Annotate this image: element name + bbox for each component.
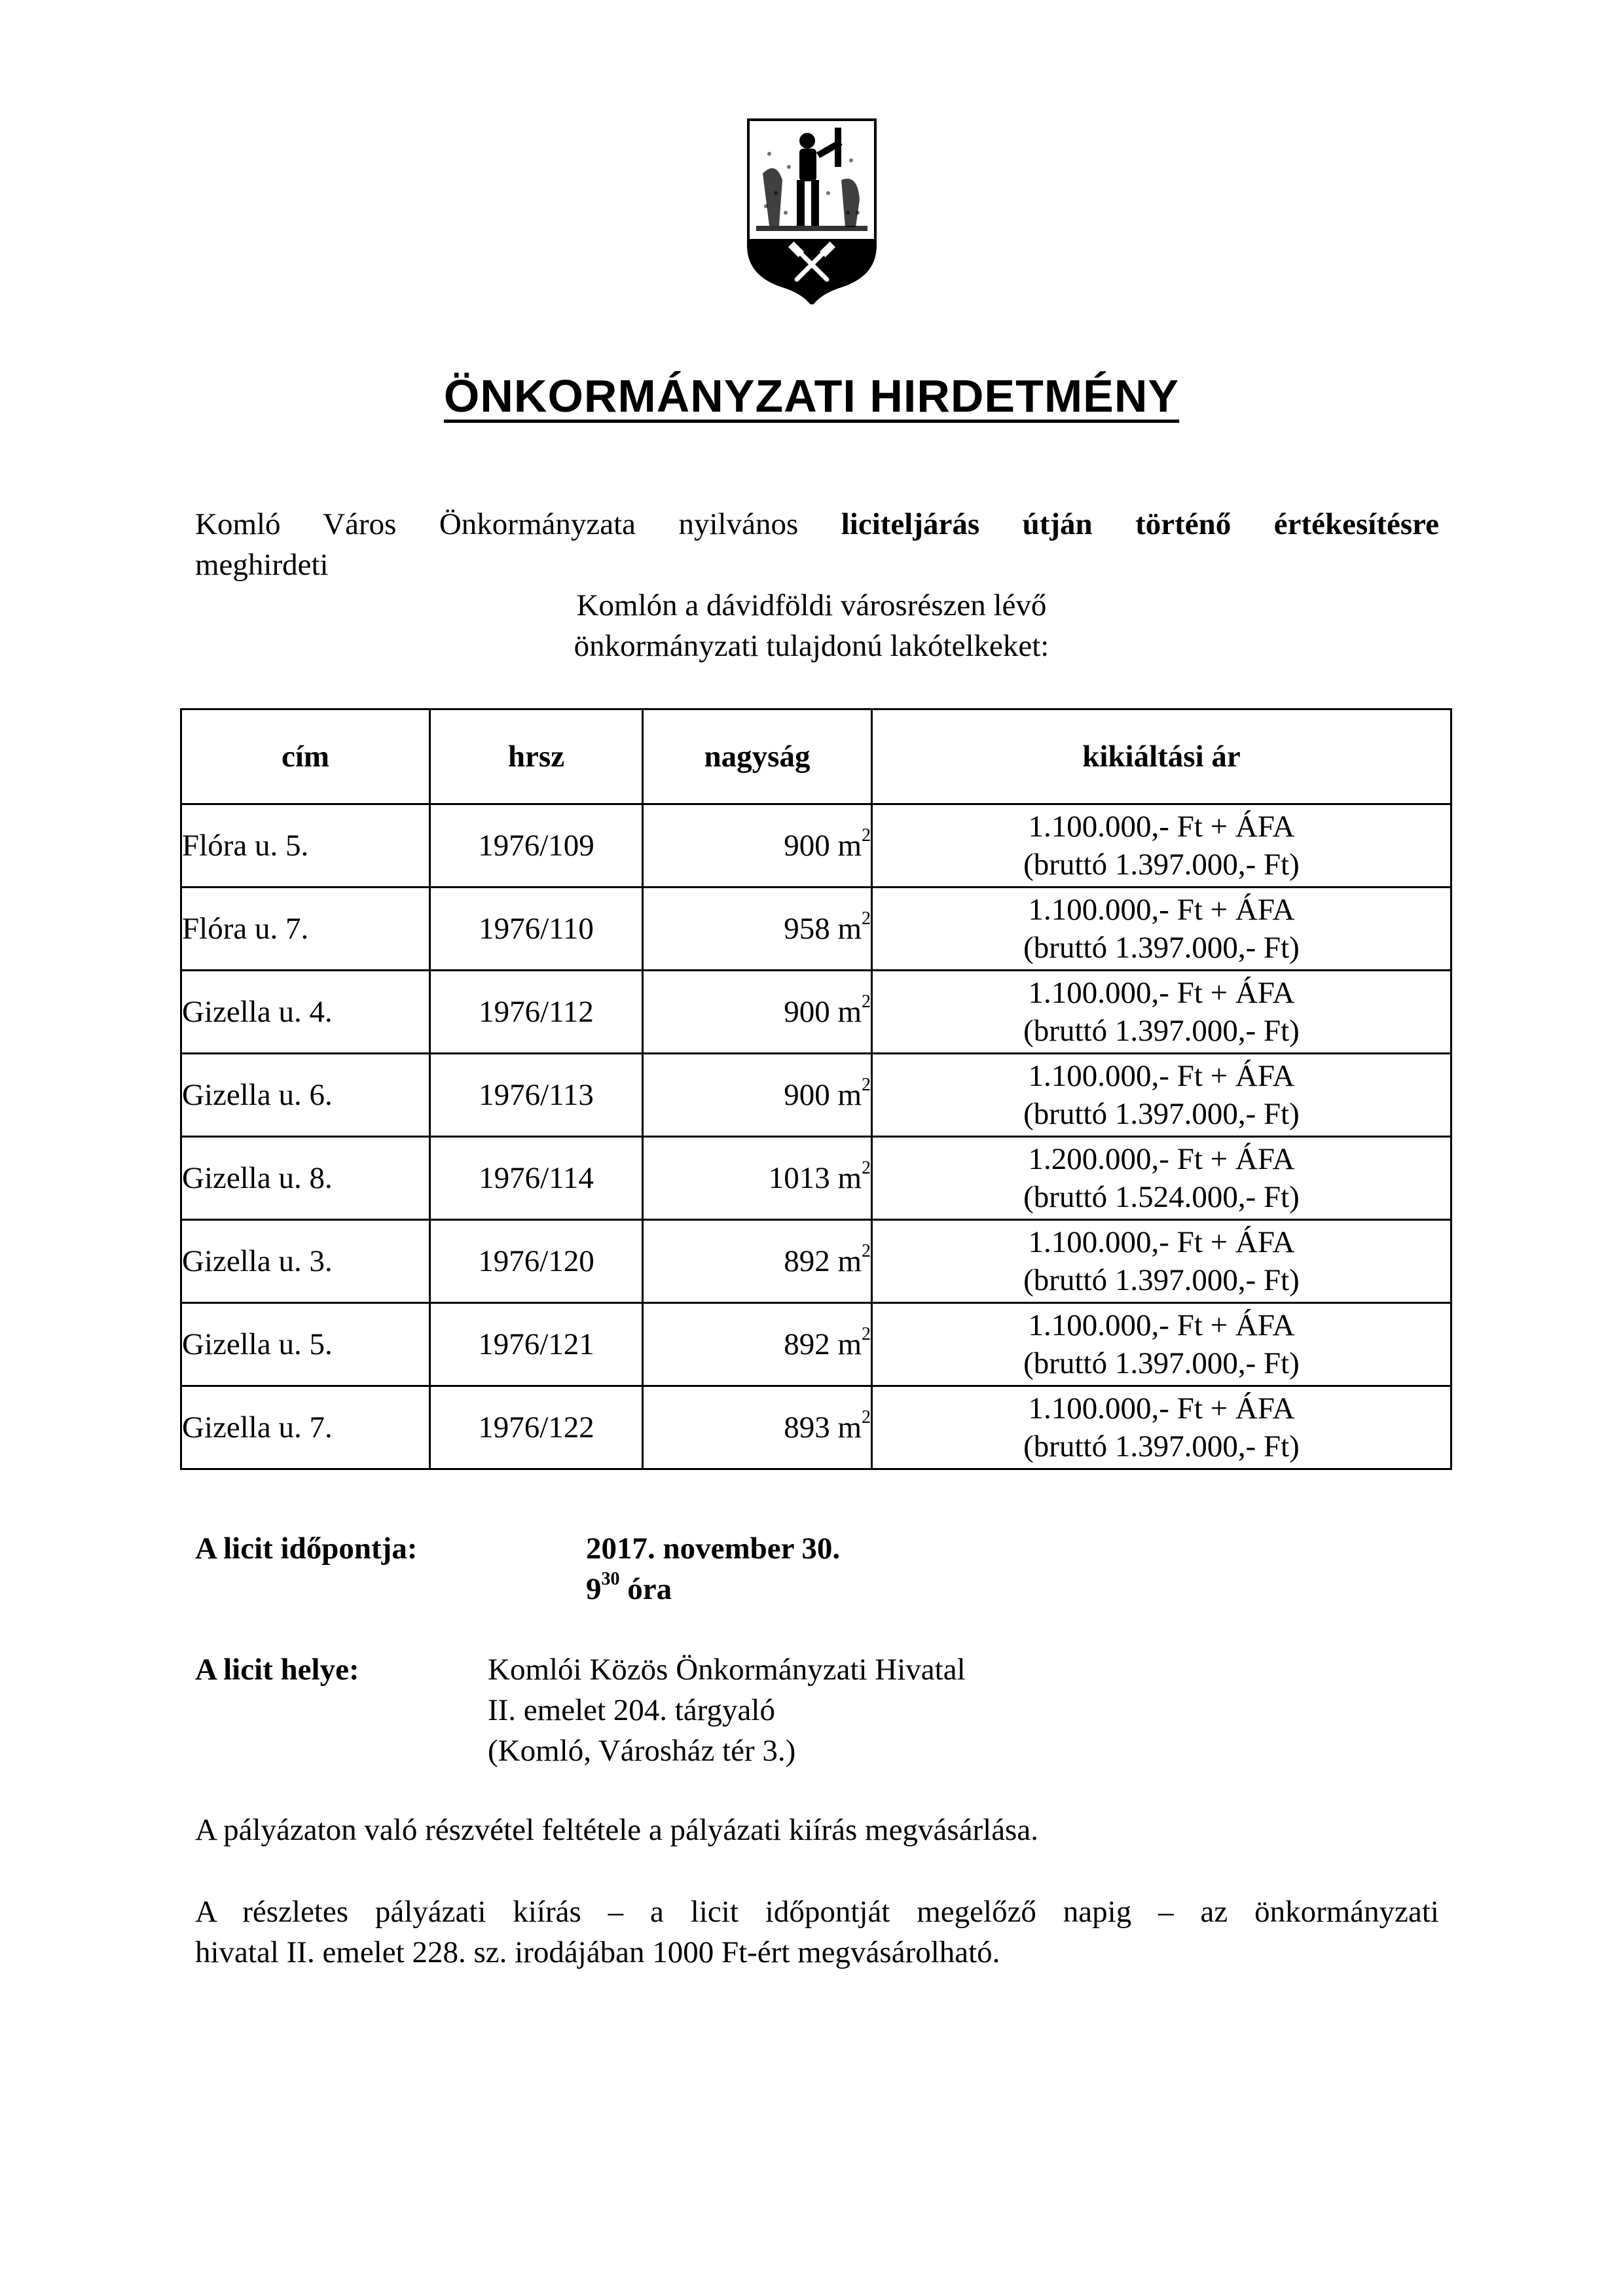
table-row bbox=[181, 971, 1451, 1054]
cell-cim: Gizella u. 4. bbox=[181, 971, 430, 1054]
price-net: 1.100.000,- Ft + ÁFA bbox=[1028, 810, 1295, 844]
cell-hrsz: 1976/114 bbox=[430, 1137, 643, 1220]
auction-time-label: A licit időpontja: bbox=[195, 1532, 418, 1566]
price-net: 1.100.000,- Ft + ÁFA bbox=[1028, 1225, 1295, 1259]
table-row bbox=[181, 804, 1451, 888]
price-net: 1.100.000,- Ft + ÁFA bbox=[1028, 1308, 1295, 1342]
price-net: 1.100.000,- Ft + ÁFA bbox=[1028, 976, 1295, 1010]
table-row bbox=[181, 1220, 1451, 1303]
cell-kikialtasi-ar bbox=[872, 804, 1451, 888]
cell-kikialtasi-ar bbox=[872, 1220, 1451, 1303]
plots-table-body bbox=[181, 804, 1451, 1469]
table-row bbox=[181, 888, 1451, 971]
plots-table bbox=[180, 708, 1452, 1470]
header-hrsz: hrsz bbox=[430, 709, 643, 804]
table-row bbox=[181, 1137, 1451, 1220]
cell-cim: Gizella u. 5. bbox=[181, 1303, 430, 1386]
cell-nagysag: 900 $m^2$ bbox=[643, 804, 872, 888]
cell-cim: Gizella u. 6. bbox=[181, 1054, 430, 1137]
price-net: 1.100.000,- Ft + ÁFA bbox=[1028, 1391, 1295, 1426]
intro-center-line-1: Komlón a dávidföldi városrészen lévő bbox=[576, 588, 1047, 622]
cell-nagysag: 958 $m^2$ bbox=[643, 888, 872, 971]
auction-date: 2017. november 30. bbox=[586, 1532, 841, 1566]
price-gross: (bruttó 1.397.000,- Ft) bbox=[1023, 1346, 1300, 1380]
auction-hour: $9^{30}$ óra bbox=[586, 1569, 672, 1606]
price-gross: (bruttó 1.397.000,- Ft) bbox=[1023, 1097, 1300, 1131]
cell-nagysag: 900 $m^2$ bbox=[643, 971, 872, 1054]
auction-place-label: A licit helye: bbox=[195, 1653, 359, 1687]
participation-condition: A pályázaton való részvétel feltétele a pályázati kiírás megvásárlása. bbox=[195, 1813, 1038, 1847]
price-gross: (bruttó 1.397.000,- Ft) bbox=[1023, 1014, 1300, 1048]
cell-cim: Flóra u. 7. bbox=[181, 888, 430, 971]
cell-kikialtasi-ar bbox=[872, 971, 1451, 1054]
details-paragraph-line-1: A részletes pályázati kiírás – a licit időpontját megelőző napig – az önkormányzati bbox=[195, 1895, 1439, 1929]
cell-cim: Gizella u. 7. bbox=[181, 1386, 430, 1469]
price-gross: (bruttó 1.524.000,- Ft) bbox=[1023, 1180, 1300, 1214]
table-row bbox=[181, 1054, 1451, 1137]
cell-nagysag: 1013 $m^2$ bbox=[643, 1137, 872, 1220]
price-gross: (bruttó 1.397.000,- Ft) bbox=[1023, 848, 1300, 882]
cell-cim: Gizella u. 3. bbox=[181, 1220, 430, 1303]
price-gross: (bruttó 1.397.000,- Ft) bbox=[1023, 1429, 1300, 1463]
cell-hrsz: 1976/120 bbox=[430, 1220, 643, 1303]
price-net: 1.200.000,- Ft + ÁFA bbox=[1028, 1142, 1295, 1176]
cell-nagysag: 900 $m^2$ bbox=[643, 1054, 872, 1137]
cell-hrsz: 1976/110 bbox=[430, 888, 643, 971]
details-paragraph-line-2: hivatal II. emelet 228. sz. irodájában 1000 Ft-ért megvásárolható. bbox=[195, 1935, 1000, 1969]
cell-kikialtasi-ar bbox=[872, 1054, 1451, 1137]
cell-hrsz: 1976/122 bbox=[430, 1386, 643, 1469]
cell-kikialtasi-ar bbox=[872, 1137, 1451, 1220]
cell-hrsz: 1976/109 bbox=[430, 804, 643, 888]
header-cim: cím bbox=[181, 709, 430, 804]
table-row bbox=[181, 1303, 1451, 1386]
table-row bbox=[181, 1386, 1451, 1469]
price-net: 1.100.000,- Ft + ÁFA bbox=[1028, 893, 1295, 927]
cell-nagysag: 893 $m^2$ bbox=[643, 1386, 872, 1469]
header-nagysag: nagyság bbox=[643, 709, 872, 804]
auction-place-line-2: II. emelet 204. tárgyaló bbox=[488, 1693, 775, 1727]
cell-hrsz: 1976/112 bbox=[430, 971, 643, 1054]
cell-hrsz: 1976/121 bbox=[430, 1303, 643, 1386]
table-header-row bbox=[181, 709, 1451, 804]
page-title: ÖNKORMÁNYZATI HIRDETMÉNY bbox=[443, 370, 1180, 422]
intro-bold-text: liciteljárás útján történő értékesítésre bbox=[841, 507, 1440, 541]
cell-kikialtasi-ar bbox=[872, 1386, 1451, 1469]
cell-cim: Gizella u. 8. bbox=[181, 1137, 430, 1220]
cell-hrsz: 1976/113 bbox=[430, 1054, 643, 1137]
cell-cim: Flóra u. 5. bbox=[181, 804, 430, 888]
price-gross: (bruttó 1.397.000,- Ft) bbox=[1023, 1263, 1300, 1297]
cell-kikialtasi-ar bbox=[872, 1303, 1451, 1386]
price-net: 1.100.000,- Ft + ÁFA bbox=[1028, 1059, 1295, 1093]
cell-kikialtasi-ar bbox=[872, 888, 1451, 971]
intro-line2: meghirdeti bbox=[195, 548, 329, 582]
header-kikialtasi-ar: kikiáltási ár bbox=[872, 709, 1451, 804]
coat-of-arms-icon bbox=[743, 115, 881, 304]
cell-nagysag: 892 $m^2$ bbox=[643, 1303, 872, 1386]
auction-place-line-1: Komlói Közös Önkormányzati Hivatal bbox=[488, 1653, 966, 1687]
price-gross: (bruttó 1.397.000,- Ft) bbox=[1023, 931, 1300, 965]
auction-place-line-3: (Komló, Városház tér 3.) bbox=[488, 1734, 796, 1768]
cell-nagysag: 892 $m^2$ bbox=[643, 1220, 872, 1303]
intro-center-line-2: önkormányzati tulajdonú lakótelkeket: bbox=[574, 629, 1049, 663]
intro-paragraph: Komló Város Önkormányzata nyilvános liciteljárás útján történő értékesítésre bbox=[195, 507, 1440, 541]
